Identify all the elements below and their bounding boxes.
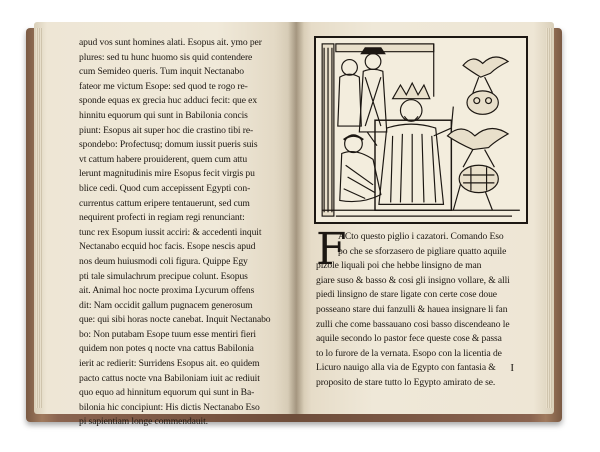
- right-page-text: [316, 224, 510, 391]
- text-line: posseano stare dui fanzulli & hauea insignare li fan: [316, 303, 508, 315]
- left-page: [34, 22, 296, 428]
- text-line: pacto cattus nocte vna Babiloniam iuit ac rediuit: [79, 372, 260, 384]
- text-line: que: qui sibi horas nocte canebat. Inquit Nectanabo: [79, 314, 271, 326]
- text-line: vt cattum habere prouiderent, quem cum attu: [79, 153, 248, 165]
- left-page-text: [79, 36, 271, 430]
- text-line: piunt: Esopus ait super hoc die crastino tibi re-: [79, 124, 254, 136]
- text-line: plures: sed tu hunc huomo sis quid contendere: [79, 51, 253, 63]
- text-line: aquile secondo lo pastor fece queste cose & passa: [316, 333, 502, 345]
- text-line: sponde equas ex grecia huc adduci fecit: que ex: [79, 95, 258, 107]
- text-line: lerunt magnitudinis mire Esopus fecit virgis pu: [79, 168, 255, 180]
- text-line: nequirent profecti in regiam regi renunciant:: [79, 212, 245, 224]
- text-line: apud vos sunt homines alati. Esopus ait. ymo per: [79, 37, 262, 48]
- text-line: quo equo ad hinnitum equorum qui sunt in Ba-: [79, 387, 255, 399]
- signature-mark: I: [510, 362, 514, 374]
- text-line: to lo furore de la vernata. Esopo con la licentia de: [316, 347, 502, 359]
- text-line: ait. Animal hoc nocte proxima Lycurum offens: [79, 285, 255, 297]
- text-line: giare suso & basso & cosi gli insigno vollare, & alli: [316, 274, 510, 286]
- text-line: hinnitu equorum qui sunt in Babilonia concis: [79, 109, 248, 121]
- text-line: ACto questo piglio i cazatori. Comando Eso: [338, 231, 504, 242]
- text-line: quidem non potes q nocte vna cattus Babilonia: [79, 343, 254, 355]
- text-line: dit: Nam occidit gallum pugnacem generosum: [79, 299, 253, 311]
- text-line: blice cedi. Quod cum accepissent Egypti con-: [79, 182, 251, 194]
- book-gutter: [288, 22, 304, 414]
- text-line: proposito de stare tutto lo Egypto amirato de se.: [316, 376, 496, 388]
- text-line: piedi linsigno de stare ligate con certe cose doue: [316, 289, 497, 301]
- text-line: pizole liquali poi che hebbe linsigno de man: [316, 260, 482, 272]
- text-line: currentus cattum eripere tentauerunt, sed cum: [79, 197, 250, 209]
- text-line: spondebo: Profectusq; domum iussit pueris suis: [79, 139, 258, 151]
- open-book: [26, 20, 562, 428]
- text-line: pti tale simulachrum precipue colunt. Esopus: [79, 270, 248, 282]
- text-line: pi sapientiam longe commendauit.: [79, 416, 208, 428]
- text-line: zulli che come bassauano cosi basso discendeano le: [316, 318, 510, 330]
- text-line: nos deum huiusmodi coli figura. Quippe Egy: [79, 255, 248, 267]
- text-line: po che se sforzasero de pigliare quatto aquile: [338, 245, 507, 257]
- woodcut-king-court-eagles-icon: [316, 38, 526, 222]
- right-page-edge: [546, 28, 552, 408]
- text-line: fateor me victum Esope: sed quod te rogo re-: [79, 80, 248, 92]
- text-line: bilonia hic concipiunt: His dictis Nectanabo Eso: [79, 401, 260, 413]
- drop-cap-initial: F: [316, 224, 347, 275]
- woodcut-illustration: [314, 36, 528, 224]
- text-line: Licuro nauigo alla via de Egypto con fantasia &: [316, 362, 496, 374]
- text-line: ierit ac redierit: Surridens Esopus ait. eo quidem: [79, 358, 260, 370]
- text-line: Nectanabo ecquid hoc facis. Esope nescis apud: [79, 241, 256, 253]
- right-page: [296, 22, 554, 414]
- text-line: bo: Non putabam Esope tuum esse mentiri fieri: [79, 328, 256, 340]
- text-line: cum Semideo queris. Tum inquit Nectanabo: [79, 66, 244, 78]
- text-line: tunc rex Esopum iussit acciri: & accedenti inquit: [79, 226, 262, 238]
- left-page-edge: [36, 28, 42, 408]
